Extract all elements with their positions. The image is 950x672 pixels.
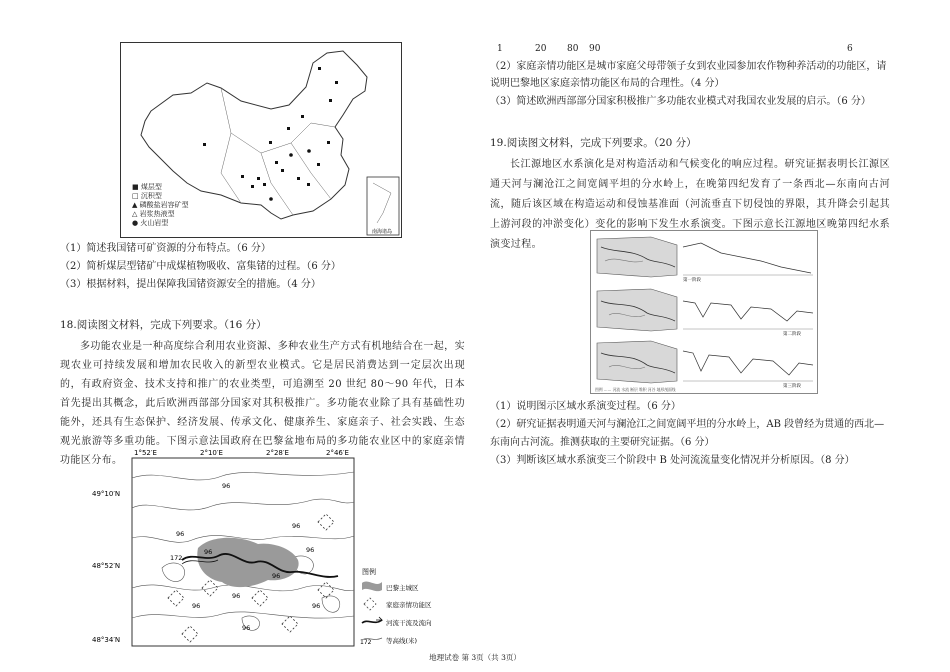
stage-label: 第二阶段	[783, 332, 801, 337]
q17-item-1: （1）简述我国锗可矿资源的分布特点。（6 分）	[60, 243, 271, 254]
contour-label: 96	[306, 546, 315, 554]
legend-magmatic: △ 岩浆热液型	[132, 210, 175, 218]
contour-label: 96	[242, 624, 251, 632]
q18-item-2: （2）家庭亲情功能区是城市家庭父母带领子女到农业园参加农作物种养活动的功能区，请说明巴黎地区家庭亲情功能区布局的合理性。（4 分）	[490, 61, 887, 89]
contour-label: 96	[204, 548, 213, 556]
legend-text: 沉积型	[140, 192, 162, 200]
diagram-legend: 图例 …… 河流 水流 断层 堆积 河谷 地形剖面线	[595, 387, 676, 392]
contour-label: 96	[222, 482, 231, 490]
contour-label: 96	[176, 530, 185, 538]
legend-volcanic: ● 火山岩型	[132, 219, 169, 227]
lat-label: 48°52′N	[92, 562, 121, 570]
legend-text: 磷酸盐岩容矿型	[139, 201, 189, 209]
top-number: 90	[589, 44, 601, 54]
legend-text: 火山岩型	[140, 219, 169, 227]
legend-text: 等高线(米)	[386, 637, 418, 645]
q18-heading: 18.阅读图文材料，完成下列要求。（16 分）	[60, 319, 267, 331]
lon-label: 2°28′E	[266, 449, 289, 457]
legend-sedimentary: □ 沉积型	[132, 192, 162, 200]
top-number: 80	[567, 44, 579, 54]
q18-items	[490, 58, 890, 111]
page-footer: 地理试卷 第 3页（共 3页）	[429, 653, 521, 662]
contour-label: 96	[192, 602, 201, 610]
lon-label: 2°46′E	[326, 449, 349, 457]
contour-label: 96	[232, 592, 241, 600]
contour-label: 96	[292, 522, 301, 530]
inset-label: 南海诸岛	[372, 229, 393, 235]
paris-map-figure	[72, 448, 452, 648]
q17-item-3: （3）根据材料，提出保障我国锗资源安全的措施。（4 分）	[60, 279, 321, 290]
legend-text: 煤层型	[140, 183, 162, 191]
q17-items	[60, 240, 465, 294]
top-number: 1	[497, 44, 503, 54]
top-number: 6	[847, 44, 853, 54]
china-germanium-map	[120, 42, 402, 238]
q19-item-2: （2）研究证据表明通天河与澜沧江之间宽阔平坦的分水岭上，AB 段曾经为贯通的西北—东南向古河流。推测获取的主要研究证据。（6 分）	[490, 419, 885, 448]
lat-label: 49°10′N	[92, 490, 121, 498]
legend-text: 家庭亲情功能区	[386, 601, 432, 609]
q19-items	[490, 398, 890, 470]
lon-label: 1°52′E	[134, 449, 157, 457]
lat-label: 48°34′N	[92, 636, 121, 644]
legend-text: 岩浆热液型	[139, 210, 175, 218]
water-system-svg	[591, 231, 817, 393]
stage-label: 第三阶段	[783, 384, 801, 389]
paris-legend-title: 图例	[362, 568, 376, 576]
q19-item-1: （1）说明图示区域水系演变过程。（6 分）	[490, 401, 681, 412]
contour-label: 96	[312, 602, 321, 610]
top-number: 20	[535, 44, 547, 54]
q18-block	[60, 316, 465, 470]
q19-paragraph: 长江源地区水系演化是对构造活动和气候变化的响应过程。研究证据表明长江源区通天河与澜沧江之间宽阔平坦的分水岭上，在晚第四纪发育了一条西北—东南向古河流，随后该区域在构造运动和侵蚀基准面（河流垂直下切侵蚀的界限，其升降会引起其上游河段的冲淤变化）变化的影响下发生水系演变。下图示意长江源地区晚第四纪水系演变过程。	[490, 159, 890, 250]
lon-label: 2°10′E	[200, 449, 223, 457]
q18-paragraph: 多功能农业是一种高度综合利用农业资源、多种农业生产方式有机地结合在一起，实现农业可持续发展和增加农民收入的新型农业模式。它是居民消费达到一定层次出现的，有政府资金、技术支持和推广的农业类型，可追溯至 20 世纪 80～90 年代，日本首先提出其概念，此后欧洲西部部分国家对其积极推广。多功能农业除了具有基础性功能外，还具有生态保护、经济发展、传承文化、健康养生、家庭亲子、社会实践、生态观光旅游等多重功能。下图示意法国政府在巴黎盆地布局的多功能农业区中的家庭亲情功能区分布。	[60, 341, 465, 466]
legend-contour-value: 172	[360, 639, 372, 646]
legend-text: 河流干流及流向	[386, 619, 432, 627]
legend-text: 巴黎主城区	[386, 584, 419, 592]
stage-label: 第一阶段	[683, 278, 701, 283]
water-system-diagram	[590, 230, 818, 394]
legend-phosphate: ▲ 磷酸盐岩容矿型	[132, 201, 189, 209]
top-number-row	[497, 44, 867, 58]
contour-label: 172	[170, 554, 183, 562]
q17-item-2: （2）简析煤层型锗矿中成煤植物吸收、富集锗的过程。（6 分）	[60, 261, 341, 272]
legend-coal: ■ 煤层型	[132, 183, 162, 191]
paris-map-svg	[72, 448, 452, 648]
q18-item-3: （3）简述欧洲西部部分国家积极推广多功能农业模式对我国农业发展的启示。（6 分）	[490, 96, 871, 107]
q19-item-3: （3）判断该区域水系演变三个阶段中 B 处河流流量变化情况并分析原因。（8 分）	[490, 455, 855, 466]
q19-heading: 19.阅读图文材料，完成下列要求。（20 分）	[490, 137, 697, 149]
contour-label: 96	[272, 572, 281, 580]
